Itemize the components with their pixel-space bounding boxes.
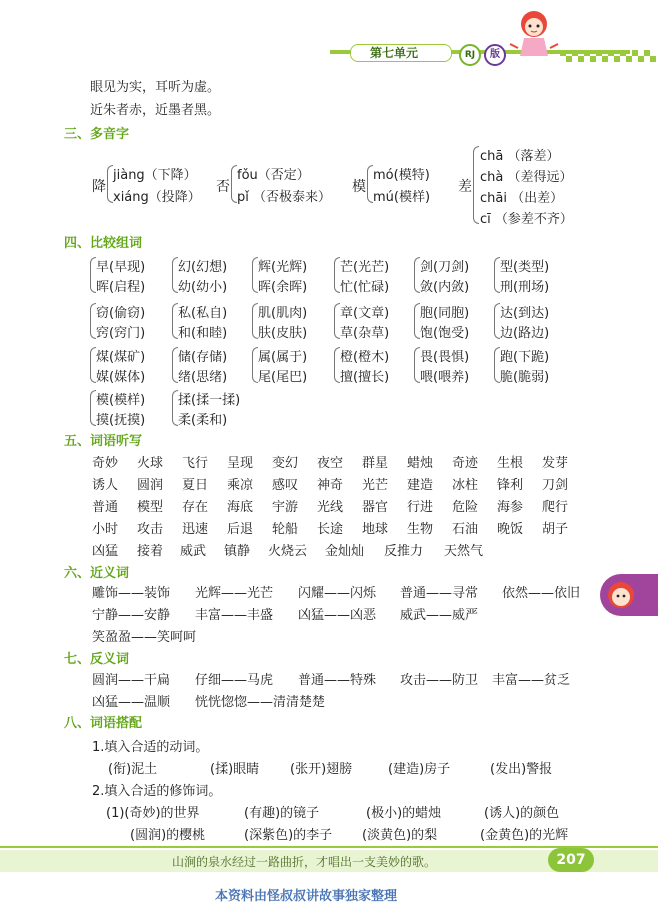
polyphone-reading: xiáng（投降）: [113, 190, 201, 205]
credit-line: 本资料由怪叔叔讲故事独家整理: [215, 889, 398, 904]
compare-word: 擅(擅长): [340, 370, 390, 385]
dictation-word: 刀剑: [542, 478, 569, 493]
dictation-word: 火球: [137, 456, 164, 471]
polyphone-reading: jiàng（下降）: [113, 168, 197, 183]
synonym-pair: 光辉——光芒: [195, 586, 274, 601]
polyphone-reading: chà （差得远）: [480, 170, 573, 185]
polyphone-reading: chāi （出差）: [480, 191, 564, 206]
answer-item: (金黄色)的光辉: [480, 828, 569, 843]
compare-word: 跑(下跪): [500, 350, 550, 365]
dictation-word: 乘凉: [227, 478, 254, 493]
answer-item: (有趣)的镜子: [244, 806, 320, 821]
compare-word: 忙(忙碌): [340, 280, 390, 295]
dictation-word: 感叹: [272, 478, 299, 493]
compare-word: 私(私自): [178, 306, 228, 321]
answer-item: (诱人)的颜色: [484, 806, 560, 821]
compare-word: 敛(内敛): [420, 280, 470, 295]
proverb-line: 眼见为实，耳听为虚。: [90, 80, 221, 95]
edition-rj-badge: RJ: [459, 44, 481, 66]
compare-word: 煤(煤矿): [96, 350, 146, 365]
compare-word: 属(属于): [258, 350, 308, 365]
compare-word: 窍(窍门): [96, 326, 146, 341]
compare-word: 剑(刀剑): [420, 260, 470, 275]
dictation-word: 轮船: [272, 522, 299, 537]
synonym-pair: 雕饰——装饰: [92, 586, 171, 601]
dictation-word: 光芒: [362, 478, 389, 493]
dictation-word: 火烧云: [268, 544, 308, 559]
question-1: 1.填入合适的动词。: [92, 740, 209, 755]
side-tab: [600, 574, 658, 616]
dictation-word: 飞行: [182, 456, 209, 471]
cartoon-girl-icon: [508, 4, 560, 62]
polyphone-reading: mú(模样): [373, 190, 431, 205]
compare-word: 章(文章): [340, 306, 390, 321]
unit-label: 第七单元: [370, 46, 419, 60]
compare-word: 幼(幼小): [178, 280, 228, 295]
compare-word: 饱(饱受): [420, 326, 470, 341]
compare-word: 摸(抚摸): [96, 413, 146, 428]
compare-word: 喂(喂养): [420, 370, 470, 385]
dictation-word: 威武: [180, 544, 207, 559]
dictation-word: 奇迹: [452, 456, 479, 471]
proverb-line: 近朱者赤，近墨者黑。: [90, 103, 221, 118]
antonym-pair: 丰富——贫乏: [492, 673, 571, 688]
dictation-word: 模型: [137, 500, 164, 515]
compare-word: 刑(刑场): [500, 280, 550, 295]
answer-item: (张开)翅膀: [290, 762, 353, 777]
dictation-word: 接着: [137, 544, 164, 559]
dictation-word: 海参: [497, 500, 524, 515]
dictation-word: 诱人: [92, 478, 119, 493]
compare-word: 型(类型): [500, 260, 550, 275]
dictation-word: 夏日: [182, 478, 209, 493]
compare-word: 橙(橙木): [340, 350, 390, 365]
dictation-word: 存在: [182, 500, 209, 515]
dictation-word: 群星: [362, 456, 389, 471]
section-title-compare: 四、比较组词: [64, 236, 143, 251]
compare-word: 绪(思绪): [178, 370, 228, 385]
dictation-word: 生物: [407, 522, 434, 537]
section-title-synonyms: 六、近义词: [64, 566, 130, 581]
dictation-word: 变幻: [272, 456, 299, 471]
dictation-word: 奇妙: [92, 456, 119, 471]
dictation-word: 夜空: [317, 456, 344, 471]
antonym-pair: 凶猛——温顺: [92, 695, 171, 710]
section-title-collocation: 八、词语搭配: [64, 716, 143, 731]
compare-word: 早(早现): [96, 260, 146, 275]
dictation-word: 呈现: [227, 456, 254, 471]
answer-item: (圆润)的樱桃: [130, 828, 206, 843]
synonym-pair: 宁静——安静: [92, 608, 171, 623]
compare-word: 晖(启程): [96, 280, 146, 295]
dictation-word: 后退: [227, 522, 254, 537]
antonym-pair: 恍恍惚惚——清清楚楚: [195, 695, 326, 710]
question-2: 2.填入合适的修饰词。: [92, 784, 222, 799]
synonym-pair: 凶猛——凶恶: [298, 608, 377, 623]
dictation-word: 镇静: [224, 544, 251, 559]
answer-item: (发出)警报: [490, 762, 553, 777]
dictation-word: 地球: [362, 522, 389, 537]
dictation-word: 凶猛: [92, 544, 119, 559]
compare-word: 尾(尾巴): [258, 370, 308, 385]
checker-decoration: [560, 50, 658, 62]
synonym-pair: 笑盈盈——笑呵呵: [92, 630, 197, 645]
polyphone-reading: fǒu（否定）: [237, 168, 310, 183]
polyphone-reading: mó(模特): [373, 168, 430, 183]
compare-word: 肤(皮肤): [258, 326, 308, 341]
dictation-word: 器官: [362, 500, 389, 515]
dictation-word: 宇游: [272, 500, 299, 515]
edition-ban-badge: 版: [484, 44, 506, 66]
compare-word: 窃(偷窃): [96, 306, 146, 321]
answer-item: (淡黄色)的梨: [362, 828, 438, 843]
dictation-word: 小时: [92, 522, 119, 537]
synonym-pair: 丰富——丰盛: [195, 608, 274, 623]
answer-item: (1)(奇妙)的世界: [106, 806, 200, 821]
antonym-pair: 仔细——马虎: [195, 673, 274, 688]
compare-word: 和(和睦): [178, 326, 228, 341]
polyphone-char: 否: [216, 179, 230, 195]
dictation-word: 长途: [317, 522, 344, 537]
footer-slogan: 山涧的泉水经过一路曲折，才唱出一支美妙的歌。: [172, 855, 437, 869]
polyphone-reading: chā （落差）: [480, 149, 560, 164]
section-title-antonyms: 七、反义词: [64, 652, 130, 667]
antonym-pair: 圆润——干扁: [92, 673, 171, 688]
answer-item: (深紫色)的李子: [244, 828, 333, 843]
section-title-dictation: 五、词语听写: [64, 434, 143, 449]
synonym-pair: 闪耀——闪烁: [298, 586, 377, 601]
dictation-word: 晚饭: [497, 522, 524, 537]
compare-word: 揉(揉一揉): [178, 393, 241, 408]
dictation-word: 爬行: [542, 500, 569, 515]
polyphone-char: 降: [92, 179, 106, 195]
compare-word: 柔(柔和): [178, 413, 228, 428]
compare-word: 畏(畏惧): [420, 350, 470, 365]
dictation-word: 海底: [227, 500, 254, 515]
answer-item: (衔)泥土: [108, 762, 158, 777]
compare-word: 胞(同胞): [420, 306, 470, 321]
answer-item: (揉)眼睛: [210, 762, 260, 777]
answer-item: (建造)房子: [388, 762, 451, 777]
synonym-pair: 依然——依旧: [502, 586, 581, 601]
polyphone-char: 模: [352, 179, 366, 195]
dictation-word: 普通: [92, 500, 119, 515]
polyphone-char: 差: [458, 179, 472, 195]
dictation-word: 危险: [452, 500, 479, 515]
dictation-word: 生根: [497, 456, 524, 471]
compare-word: 达(到达): [500, 306, 550, 321]
dictation-word: 行进: [407, 500, 434, 515]
compare-word: 模(模样): [96, 393, 146, 408]
compare-word: 边(路边): [500, 326, 550, 341]
dictation-word: 攻击: [137, 522, 164, 537]
dictation-word: 金灿灿: [325, 544, 365, 559]
dictation-word: 锋利: [497, 478, 524, 493]
compare-word: 辉(光辉): [258, 260, 308, 275]
compare-word: 草(杂草): [340, 326, 390, 341]
synonym-pair: 威武——威严: [400, 608, 479, 623]
compare-word: 储(存储): [178, 350, 228, 365]
dictation-word: 发芽: [542, 456, 569, 471]
brace: [473, 146, 479, 224]
antonym-pair: 攻击——防卫: [400, 673, 479, 688]
dictation-word: 迅速: [182, 522, 209, 537]
dictation-word: 胡子: [542, 522, 569, 537]
section-title-polyphones: 三、多音字: [64, 127, 130, 142]
dictation-word: 天然气: [444, 544, 484, 559]
girl-face-icon: [606, 580, 636, 610]
compare-word: 晖(余晖): [258, 280, 308, 295]
compare-word: 脆(脆弱): [500, 370, 550, 385]
answer-item: (极小)的蜡烛: [366, 806, 442, 821]
synonym-pair: 普通——寻常: [400, 586, 479, 601]
dictation-word: 光线: [317, 500, 344, 515]
compare-word: 肌(肌肉): [258, 306, 308, 321]
compare-word: 幻(幻想): [178, 260, 228, 275]
compare-word: 媒(媒体): [96, 370, 146, 385]
dictation-word: 石油: [452, 522, 479, 537]
polyphone-reading: cī （参差不齐）: [480, 212, 573, 227]
compare-word: 芒(光芒): [340, 260, 390, 275]
dictation-word: 圆润: [137, 478, 164, 493]
dictation-word: 冰柱: [452, 478, 479, 493]
dictation-word: 反推力: [384, 544, 424, 559]
dictation-word: 建造: [407, 478, 434, 493]
antonym-pair: 普通——特殊: [298, 673, 377, 688]
page-number: 207: [548, 848, 594, 872]
polyphone-reading: pǐ （否极泰来）: [237, 190, 331, 205]
dictation-word: 蜡烛: [407, 456, 434, 471]
dictation-word: 神奇: [317, 478, 344, 493]
